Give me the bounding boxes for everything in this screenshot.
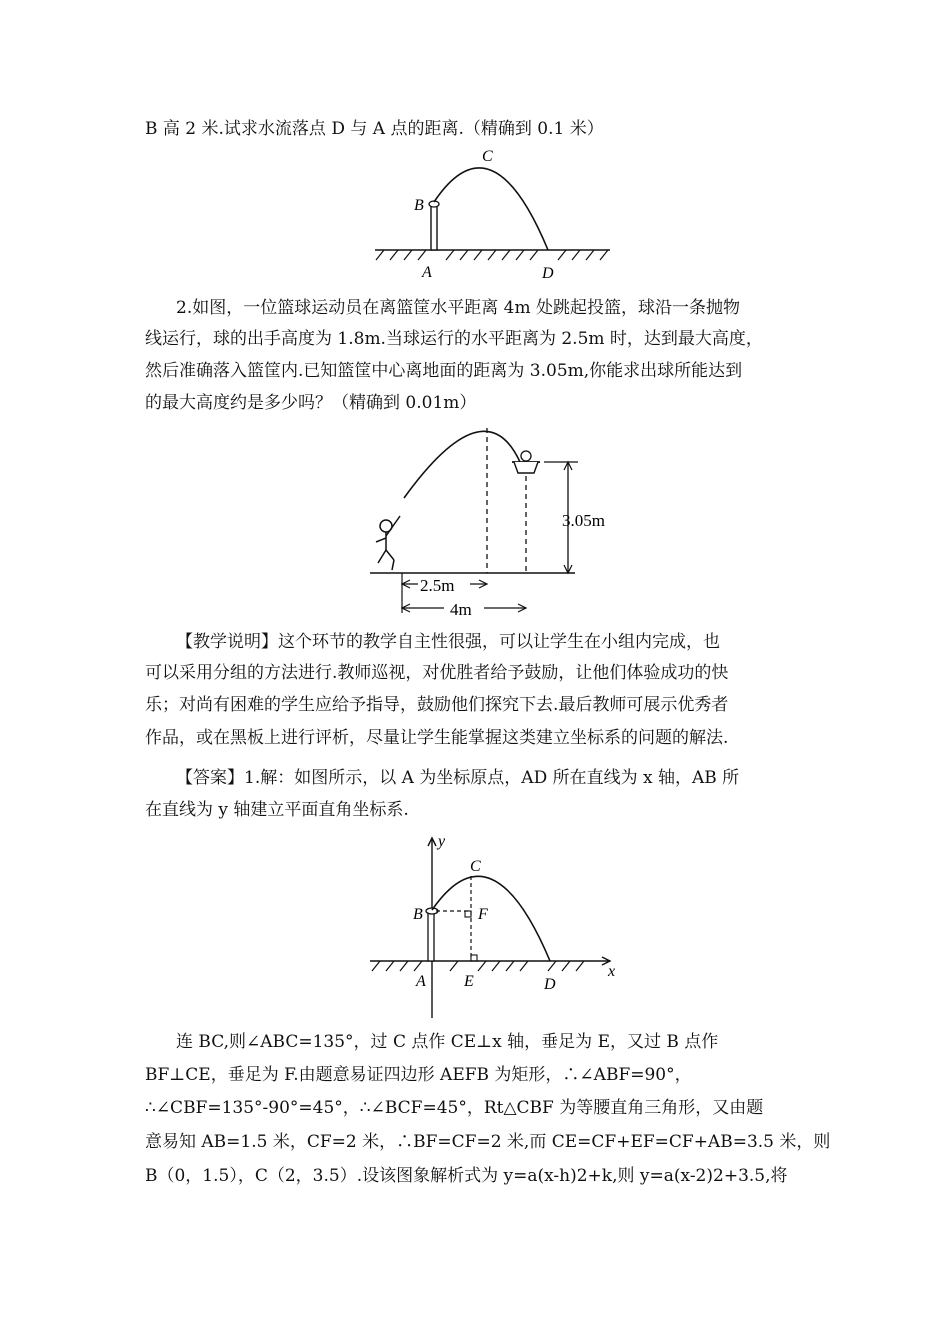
fountain-figure [370, 142, 620, 287]
player-icon [376, 516, 400, 570]
coordinate-figure [362, 828, 632, 1023]
solution-line-2: BF⊥CE，垂足为 F.由题意易证四边形 AEFB 为矩形，∴∠ABF=90°， [145, 1065, 692, 1085]
dim-2-5m-label: 2.5m [420, 576, 455, 595]
teaching-note-line-4: 作品，或在黑板上进行评析，尽量让学生能掌握这类建立坐标系的问题的解法. [145, 728, 729, 748]
answer-line-2: 在直线为 y 轴建立平面直角坐标系. [145, 800, 409, 820]
water-parabola [434, 168, 548, 250]
ball-parabola [404, 431, 520, 498]
label-b: B [413, 906, 423, 923]
water-parabola [432, 876, 550, 961]
ground-hatch [372, 961, 584, 971]
right-angle-f [465, 911, 471, 917]
solution-line-4: 意易知 AB=1.5 米，CF=2 米，∴BF=CF=2 米,而 CE=CF+EF=CF+AB=3.5 米，则 [145, 1132, 831, 1152]
label-x: x [608, 963, 616, 980]
label-d: D [542, 265, 554, 282]
label-a: A [416, 973, 426, 990]
answer-line-1: 【答案】1.解：如图所示，以 A 为坐标原点，AD 所在直线为 x 轴，AB 所 [176, 768, 740, 788]
problem2-line-3: 然后准确落入篮筐内.已知篮筐中心离地面的距离为 3.05m,你能求出球所能达到 [145, 361, 743, 381]
label-f: F [478, 906, 488, 923]
label-b: B [414, 197, 424, 214]
problem2-line-1: 2.如图，一位篮球运动员在离篮筐水平距离 4m 处跳起投篮，球沿一条抛物 [176, 298, 740, 318]
label-y: y [438, 833, 446, 850]
dim-4m-label: 4m [450, 600, 472, 619]
label-a: A [422, 264, 432, 281]
right-angle-e [471, 955, 477, 961]
problem1-text: B 高 2 米.试求水流落点 D 与 A 点的距离.（精确到 0.1 米） [145, 119, 604, 139]
label-c: C [482, 148, 493, 165]
solution-line-3: ∴∠CBF=135°-90°=45°，∴∠BCF=45°，Rt△CBF 为等腰直角三角形，又由题 [145, 1098, 764, 1118]
solution-line-5: B（0，1.5），C（2，3.5）.设该图象解析式为 y=a(x-h)2+k,则 y=a(x-2)2+3.5,将 [145, 1166, 788, 1186]
label-d: D [544, 976, 556, 993]
label-e: E [464, 973, 474, 990]
ground-hatch [376, 250, 608, 260]
basketball-figure [360, 418, 630, 623]
pipe-ab [428, 913, 434, 961]
teaching-note-line-3: 乐；对尚有困难的学生应给予指导，鼓励他们探究下去.最后教师可展示优秀者 [145, 695, 729, 715]
problem2-line-2: 线运行，球的出手高度为 1.8m.当球运行的水平距离为 2.5m 时，达到最大高度， [145, 329, 763, 349]
solution-line-1: 连 BC,则∠ABC=135°，过 C 点作 CE⊥x 轴，垂足为 E，又过 B 点作 [176, 1032, 719, 1052]
pipe-ab [431, 206, 437, 250]
teaching-note-line-1: 【教学说明】这个环节的教学自主性很强，可以让学生在小组内完成，也 [176, 632, 720, 652]
teaching-note-line-2: 可以采用分组的方法进行.教师巡视，对优胜者给予鼓励，让他们体验成功的快 [145, 663, 729, 683]
problem2-line-4: 的最大高度约是多少吗？（精确到 0.01m） [145, 393, 477, 413]
height-label: 3.05m [562, 511, 605, 530]
label-c: C [470, 858, 481, 875]
